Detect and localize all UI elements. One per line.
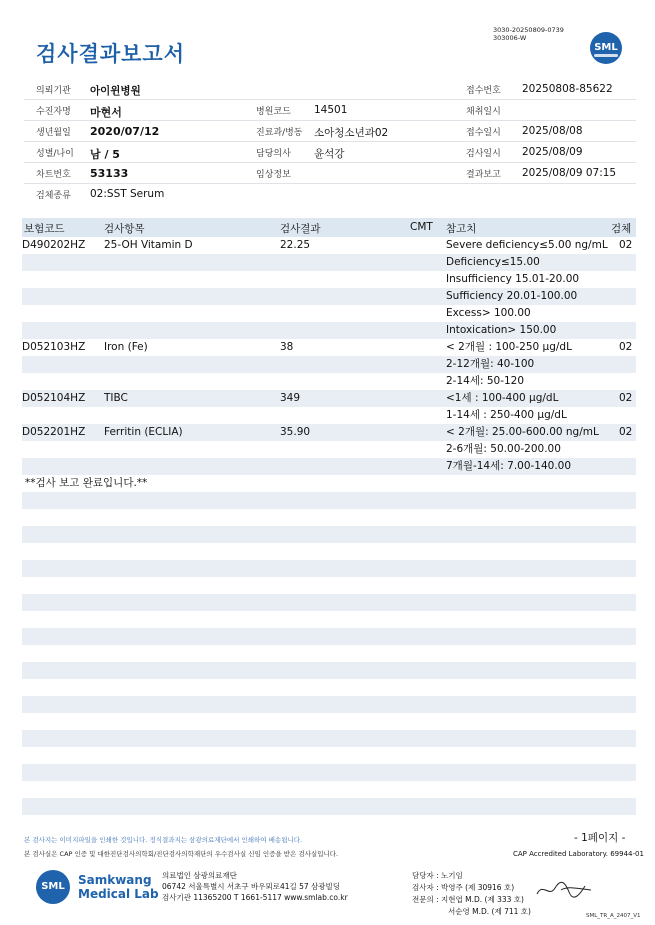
table-stripe <box>22 543 636 560</box>
document-ids <box>493 26 564 42</box>
cell-ref: 2-14세: 50-120 <box>446 375 525 387</box>
info-row-6 <box>24 184 636 204</box>
table-stripe <box>22 577 636 594</box>
table-stripe <box>22 696 636 713</box>
table-row <box>22 458 636 475</box>
col-item: 검사항목 <box>104 223 145 235</box>
table-stripe <box>22 764 636 781</box>
table-row <box>22 441 636 458</box>
staff-line-4: 서순영 M.D. (제 711 호) <box>448 907 531 916</box>
cell-ref: < 2개월 : 100-250 μg/dL <box>446 341 572 353</box>
staff-list <box>412 870 531 918</box>
table-row <box>22 322 636 339</box>
staff-line-2: 검사자 : 박영주 (제 30916 호) <box>412 883 515 892</box>
col-code: 보험코드 <box>24 223 65 235</box>
cell-ref: 1-14세 : 250-400 μg/dL <box>446 409 567 421</box>
doctor-value: 윤석강 <box>314 148 345 160</box>
table-row <box>22 288 636 305</box>
report-label: 결과보고 <box>466 170 501 180</box>
hcode-value: 14501 <box>314 104 348 116</box>
specimen-label: 검체종류 <box>36 191 71 201</box>
cap-accreditation: CAP Accredited Laboratory. 69944-01 <box>513 850 644 858</box>
info-row-1 <box>24 79 636 100</box>
col-cmt: CMT <box>410 221 433 233</box>
cell-code: D490202HZ <box>22 239 86 251</box>
dept-value: 소아청소년과02 <box>314 127 389 139</box>
addr-line-1: 의료법인 삼광의료재단 <box>162 871 237 880</box>
page-number: - 1페이지 - <box>574 832 626 844</box>
table-row <box>22 237 636 254</box>
table-stripe <box>22 781 636 798</box>
table-row <box>22 373 636 390</box>
sexage-label: 성별/나이 <box>36 149 74 159</box>
table-stripe <box>22 798 636 815</box>
info-row-3 <box>24 121 636 142</box>
table-stripe <box>22 611 636 628</box>
cell-spec: 02 <box>619 392 633 404</box>
recvdate-value: 2025/08/08 <box>522 125 583 137</box>
cell-ref: Excess> 100.00 <box>446 307 531 319</box>
table-row <box>22 305 636 322</box>
table-stripe <box>22 509 636 526</box>
patient-info-grid <box>24 79 636 204</box>
receipt-label: 접수번호 <box>466 86 501 96</box>
addr-line-3: 검사기관 11365200 T 1661-5117 www.smlab.co.kr <box>162 893 348 902</box>
cell-ref: 2-6개월: 50.00-200.00 <box>446 443 561 455</box>
signature-image <box>535 878 595 902</box>
cell-ref: Severe deficiency≤5.00 ng/mL <box>446 239 608 251</box>
brand-line-2: Medical Lab <box>78 887 159 901</box>
specimen-value: 02:SST Serum <box>90 188 165 200</box>
cell-result: 349 <box>280 392 301 404</box>
cell-ref: 2-12개월: 40-100 <box>446 358 535 370</box>
cell-ref: Sufficiency 20.01-100.00 <box>446 290 578 302</box>
col-result: 검사결과 <box>280 223 321 235</box>
hcode-label: 병원코드 <box>256 107 291 117</box>
cell-item: TIBC <box>104 392 128 404</box>
doc-id-1: 3030-20250809-0739 <box>493 26 564 34</box>
cell-result: 35.90 <box>280 426 311 438</box>
cell-result: 38 <box>280 341 294 353</box>
cell-result: 22.25 <box>280 239 311 251</box>
table-row <box>22 424 636 441</box>
cell-code: D052104HZ <box>22 392 86 404</box>
table-row <box>22 254 636 271</box>
cell-ref: Intoxication> 150.00 <box>446 324 557 336</box>
cell-item: Ferritin (ECLIA) <box>104 426 183 438</box>
sexage-value: 남 / 5 <box>90 148 120 161</box>
table-row <box>22 271 636 288</box>
table-stripe <box>22 628 636 645</box>
doctor-label: 담당의사 <box>256 149 291 159</box>
table-stripe <box>22 526 636 543</box>
testdate-value: 2025/08/09 <box>522 146 583 158</box>
cell-ref: Insufficiency 15.01-20.00 <box>446 273 580 285</box>
hospital-value: 아이윈병원 <box>90 85 141 97</box>
cell-item: 25-OH Vitamin D <box>104 239 193 251</box>
cell-spec: 02 <box>619 239 633 251</box>
hospital-label: 의뢰기관 <box>36 86 71 96</box>
collect-label: 채취일시 <box>466 107 501 117</box>
receipt-value: 20250808-85622 <box>522 83 613 95</box>
patient-label: 수진자명 <box>36 107 71 117</box>
cell-spec: 02 <box>619 341 633 353</box>
info-row-5 <box>24 163 636 184</box>
cell-item: Iron (Fe) <box>104 341 148 353</box>
table-stripe <box>22 492 636 509</box>
cell-ref: 7개월-14세: 7.00-140.00 <box>446 460 572 472</box>
table-stripe <box>22 662 636 679</box>
sml-logo-icon: SML <box>590 32 622 64</box>
table-row <box>22 390 636 407</box>
table-stripe <box>22 645 636 662</box>
clinical-label: 임상정보 <box>256 170 291 180</box>
addr-line-2: 06742 서울특별시 서초구 바우뫼로41길 57 삼광빌딩 <box>162 882 341 891</box>
table-row <box>22 407 636 424</box>
recvdate-label: 접수일시 <box>466 128 501 138</box>
staff-line-3: 전문의 : 지현엽 M.D. (제 333 호) <box>412 895 524 904</box>
chart-label: 차트번호 <box>36 170 71 180</box>
staff-line-1: 담당자 : 노기임 <box>412 871 463 880</box>
table-stripe <box>22 747 636 764</box>
brand-name <box>78 873 159 901</box>
table-stripe <box>22 713 636 730</box>
patient-value: 마현서 <box>90 106 122 119</box>
col-spec: 검체 <box>611 223 632 235</box>
sml-footer-logo-icon: SML <box>36 870 70 904</box>
table-stripe <box>22 560 636 577</box>
table-row <box>22 475 636 492</box>
table-stripe <box>22 594 636 611</box>
dob-label: 생년월일 <box>36 128 71 138</box>
chart-value: 53133 <box>90 167 129 180</box>
footer-notice-2: 본 검사실은 CAP 인증 및 대한진단검사의학회/진단검사의학재단의 우수검사실 신임 인증을 받은 검사실입니다. <box>24 850 339 858</box>
table-stripe <box>22 815 636 832</box>
report-title: 검사결과보고서 <box>36 42 186 66</box>
testdate-label: 검사일시 <box>466 149 501 159</box>
info-row-4 <box>24 142 636 163</box>
dob-value: 2020/07/12 <box>90 125 160 138</box>
table-stripe <box>22 730 636 747</box>
cell-ref: Deficiency≤15.00 <box>446 256 540 268</box>
form-code: SML_TR_A_2407_V1 <box>586 913 641 919</box>
results-table-header <box>22 218 636 237</box>
footer-notice-1: 본 검사지는 이미지파일을 인쇄한 것입니다. 정식결과지는 삼광의료재단에서 인쇄하여 배송됩니다. <box>24 836 303 844</box>
info-row-2 <box>24 100 636 121</box>
cell-ref: <1세 : 100-400 μg/dL <box>446 392 559 404</box>
cell-ref: < 2개월: 25.00-600.00 ng/mL <box>446 426 599 438</box>
doc-id-2: 303006-W <box>493 34 527 42</box>
cell-code: **검사 보고 완료입니다.** <box>25 477 148 489</box>
cell-code: D052201HZ <box>22 426 86 438</box>
table-row <box>22 356 636 373</box>
lab-address <box>162 870 348 903</box>
brand-line-1: Samkwang <box>78 873 152 887</box>
table-stripe <box>22 679 636 696</box>
col-ref: 참고치 <box>446 223 477 235</box>
cell-spec: 02 <box>619 426 633 438</box>
report-value: 2025/08/09 07:15 <box>522 167 617 179</box>
table-row <box>22 339 636 356</box>
dept-label: 진료과/병동 <box>256 128 303 138</box>
cell-code: D052103HZ <box>22 341 86 353</box>
